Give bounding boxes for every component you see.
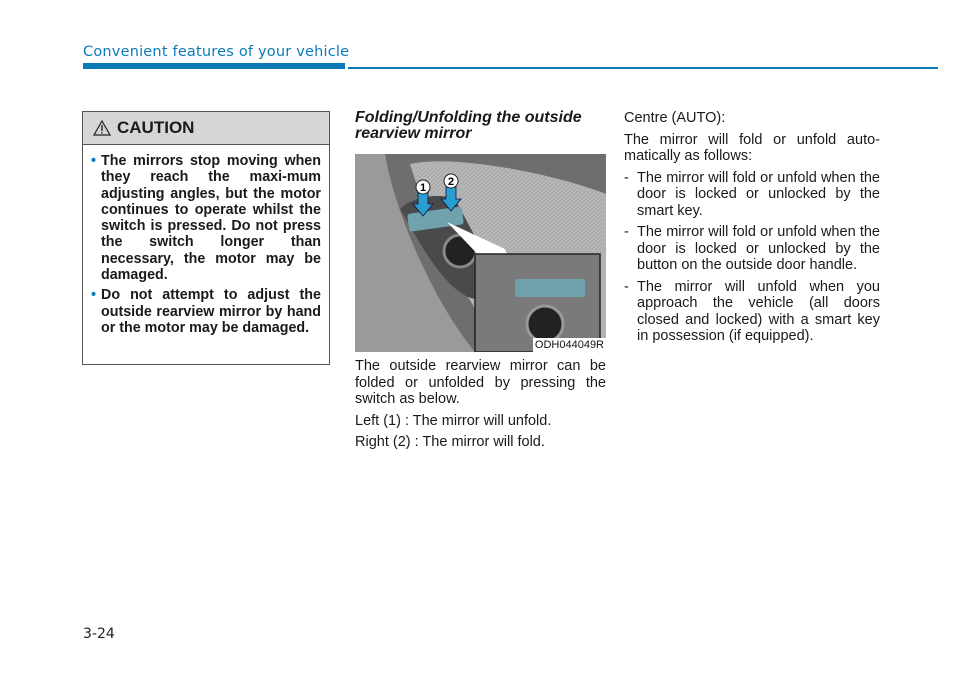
auto-item: - The mirror will fold or unfold when the door is locked or unlocked by the button on the outside door handle. [624,224,880,273]
caution-header [83,112,329,145]
mirror-section [355,110,606,455]
mirror-switch-figure [355,154,606,352]
caution-item: • The mirrors stop moving when they reach the maxi-mum adjusting angles, but the motor continues to operate whilst the switch is pressed. Do not press the switch longer than necessary, the motor may be damaged. [101,153,321,283]
figure-code: ODH044049R [534,339,604,351]
auto-item: - The mirror will unfold when you approach the vehicle (all doors closed and locked) with a smart key in possession (if equipped). [624,278,880,344]
caution-item: • Do not attempt to adjust the outside rearview mirror by hand or the motor may be damaged. [101,287,321,336]
header-bar [83,63,345,69]
paragraph: The outside rearview mirror can be folded or unfolded by pressing the switch as below. [355,358,606,407]
auto-item: - The mirror will fold or unfold when the door is locked or unlocked by the smart key. [624,169,880,219]
section-header: Convenient features of your vehicle [83,44,350,60]
caution-title: CAUTION [117,118,195,137]
warning-triangle-icon [93,120,111,136]
section-title: Folding/Unfolding the outside rearview mirror [355,109,582,142]
caution-box [82,111,330,365]
page-number: 3-24 [83,626,115,642]
auto-heading: Centre (AUTO): [624,110,726,126]
door-panel-illustration [355,154,606,352]
auto-section [624,110,880,349]
auto-intro: The mirror will fold or unfold auto-matically as follows: [624,131,880,164]
paragraph: Right (2) : The mirror will fold. [355,434,545,450]
callout-2: 2 [447,176,455,188]
callout-1: 1 [419,182,427,194]
header-rule [348,67,938,69]
paragraph: Left (1) : The mirror will unfold. [355,412,552,429]
